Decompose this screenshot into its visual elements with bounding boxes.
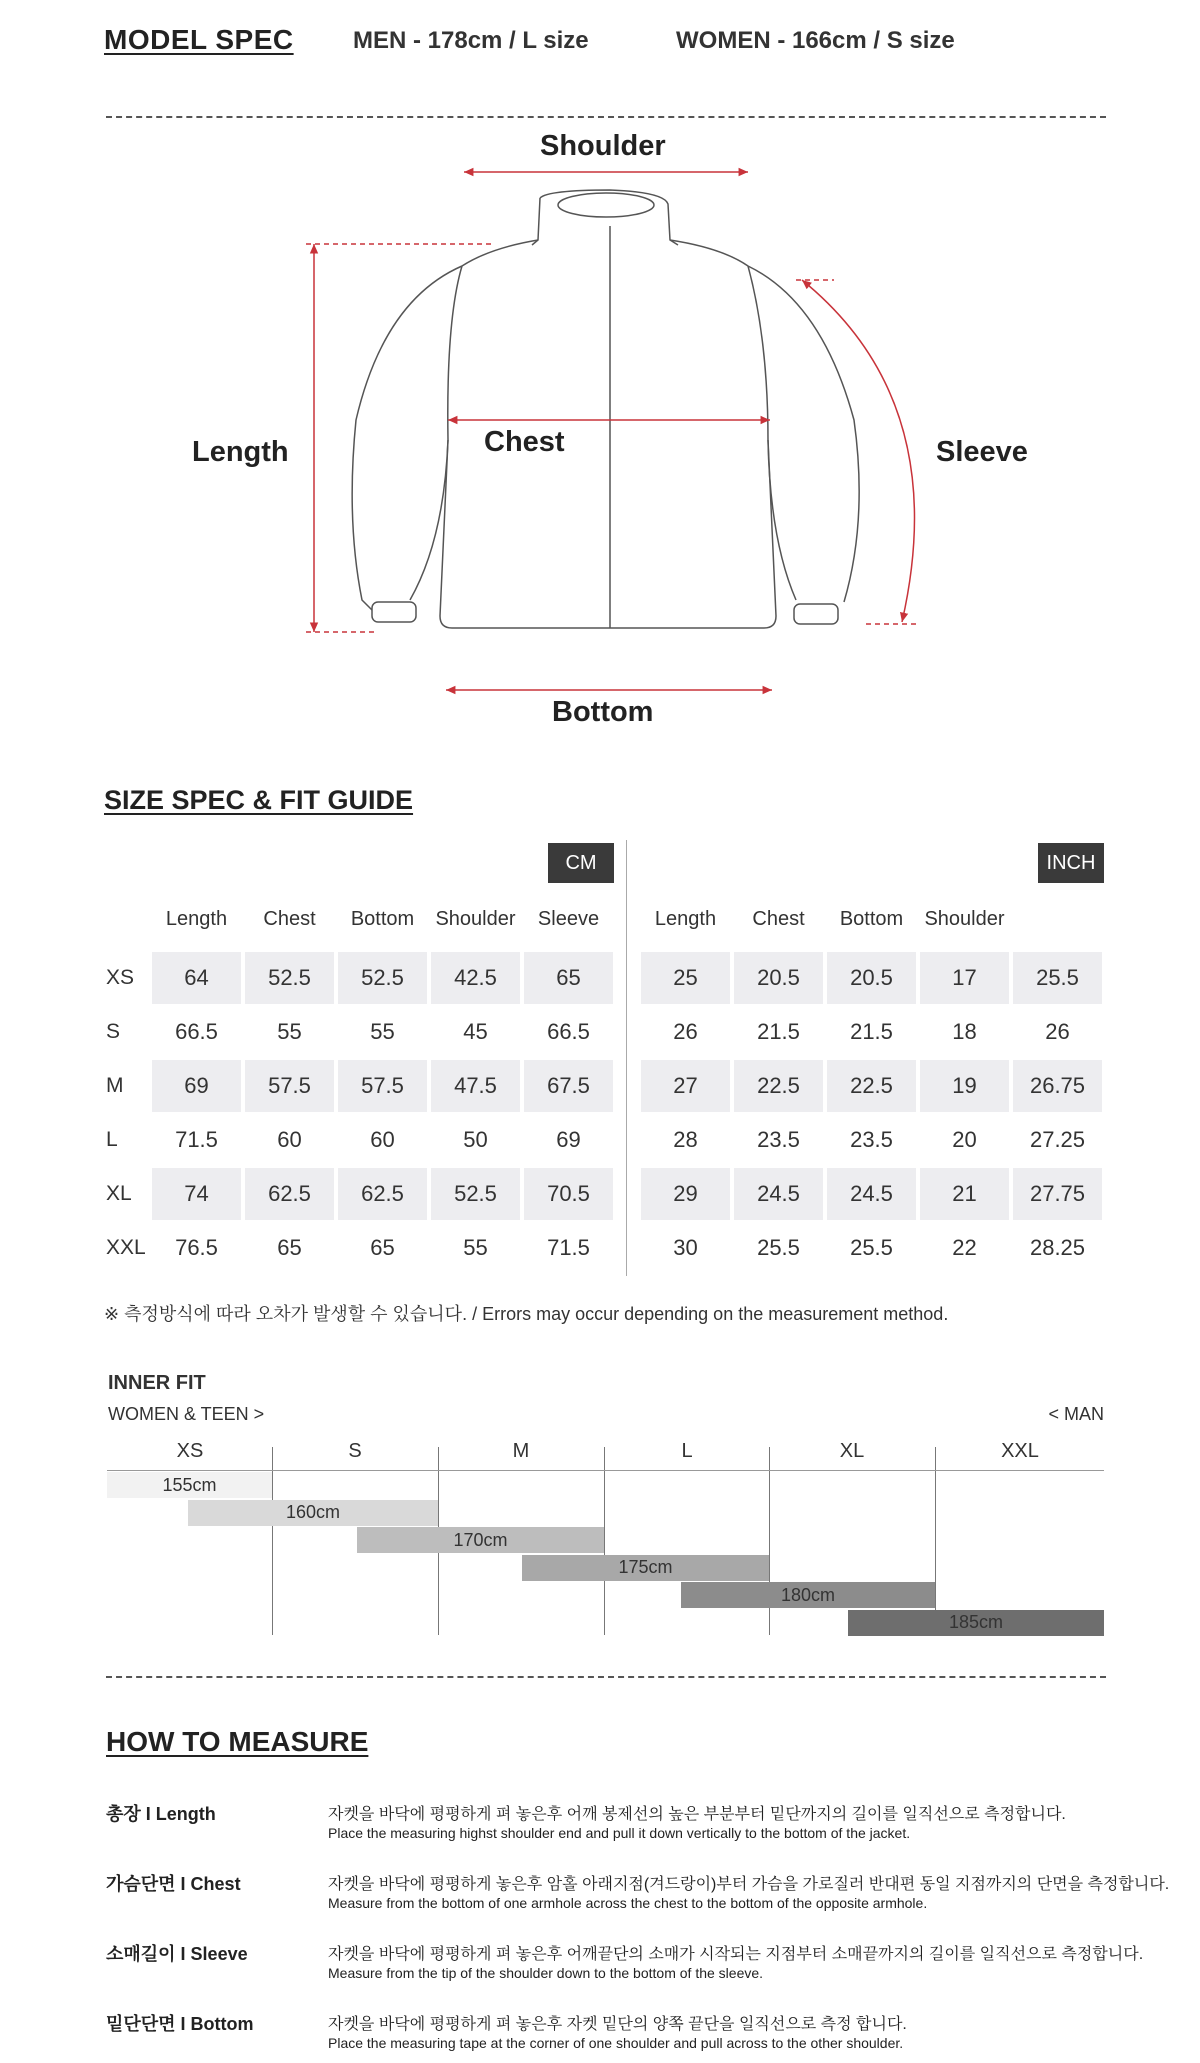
model-women-spec: WOMEN - 166cm / S size — [676, 27, 955, 54]
cm-value-cell: 55 — [277, 1019, 302, 1044]
inner-fit-height-bar: 185cm — [848, 1610, 1104, 1636]
measure-desc-korean: 자켓을 바닥에 평평하게 펴 놓은후 자켓 밑단의 양쪽 끝단을 일직선으로 측정 합니다. — [328, 2016, 907, 2033]
cm-value-cell: 52.5 — [338, 952, 427, 1004]
inner-fit-column-divider — [604, 1447, 605, 1635]
inch-value-cell: 19 — [920, 1060, 1009, 1112]
cm-value-cell: 60 — [277, 1127, 302, 1152]
cm-value-cell: 67.5 — [524, 1060, 613, 1112]
inner-fit-size-header: L — [681, 1440, 693, 1462]
size-row-label: M — [106, 1074, 124, 1097]
measure-desc-english: Place the measuring tape at the corner of one shoulder and pull across to the other shoulder. — [328, 2035, 904, 2051]
dashed-divider-top — [106, 116, 1106, 118]
measurement-note: ※ 측정방식에 따라 오차가 발생할 수 있습니다. / Errors may occur depending on the measurement method. — [104, 1304, 949, 1324]
inner-fit-column-divider — [272, 1447, 273, 1635]
unit-divider — [626, 840, 627, 1276]
bottom-label: Bottom — [552, 696, 654, 728]
measure-desc-english: Measure from the tip of the shoulder down to the bottom of the sleeve. — [328, 1965, 764, 1981]
dashed-divider-bottom — [106, 1676, 1106, 1678]
inner-fit-height-bar: 160cm — [188, 1500, 438, 1526]
jacket-outline-icon — [0, 120, 1200, 750]
inner-fit-column-divider — [935, 1447, 936, 1635]
size-spec-title: SIZE SPEC & FIT GUIDE — [104, 785, 414, 815]
inch-value-cell: 26 — [673, 1019, 698, 1044]
sleeve-label: Sleeve — [936, 436, 1028, 468]
inch-value-cell: 21 — [920, 1168, 1009, 1220]
inner-fit-height-bar: 170cm — [357, 1527, 604, 1553]
inch-value-cell: 22.5 — [827, 1060, 916, 1112]
cm-value-cell: 57.5 — [245, 1060, 334, 1112]
inch-value-cell: 23.5 — [757, 1127, 800, 1152]
inch-value-cell: 20.5 — [734, 952, 823, 1004]
inch-value-cell: 24.5 — [827, 1168, 916, 1220]
cm-value-cell: 52.5 — [431, 1168, 520, 1220]
inner-fit-size-header: M — [512, 1440, 530, 1462]
inch-unit-badge: INCH — [1038, 843, 1104, 883]
inch-value-cell: 26.75 — [1013, 1060, 1102, 1112]
inch-value-cell: 25 — [641, 952, 730, 1004]
cm-value-cell: 65 — [277, 1235, 302, 1260]
inch-value-cell: 25.5 — [757, 1235, 800, 1260]
inner-fit-right-label: < MAN — [1048, 1404, 1104, 1424]
inner-fit-left-label: WOMEN & TEEN > — [108, 1404, 265, 1424]
cm-column-header: Length — [165, 908, 228, 930]
size-row-label: L — [106, 1128, 118, 1151]
cm-value-cell: 42.5 — [431, 952, 520, 1004]
inner-fit-size-header: XL — [839, 1440, 865, 1462]
inch-value-cell: 27.25 — [1029, 1127, 1086, 1152]
cm-column-header: Sleeve — [537, 908, 600, 930]
measure-desc-korean: 자켓을 바닥에 평평하게 놓은후 암홀 아래지점(겨드랑이)부터 가슴을 가로질러 반대편 동일 지점까지의 단면을 측정합니다. — [328, 1876, 1170, 1893]
inner-fit-baseline — [107, 1470, 1104, 1471]
inner-fit-size-header: S — [348, 1440, 362, 1462]
measure-desc-english: Place the measuring highst shoulder end and pull it down vertically to the bottom of the jacket. — [328, 1825, 911, 1841]
inch-column-header: Chest — [752, 908, 805, 930]
cm-column-header: Chest — [263, 908, 316, 930]
measurement-diagram — [0, 120, 1200, 750]
model-spec-title: MODEL SPEC — [104, 24, 294, 55]
cm-value-cell: 47.5 — [431, 1060, 520, 1112]
how-to-measure-title: HOW TO MEASURE — [106, 1726, 369, 1757]
inner-fit-size-header: XXL — [1001, 1440, 1039, 1462]
inch-value-cell: 20.5 — [827, 952, 916, 1004]
inch-value-cell: 27 — [641, 1060, 730, 1112]
inch-value-cell: 24.5 — [734, 1168, 823, 1220]
model-men-spec: MEN - 178cm / L size — [353, 27, 589, 54]
inch-column-header: Bottom — [839, 908, 904, 930]
cm-value-cell: 65 — [524, 952, 613, 1004]
measure-desc-korean: 자켓을 바닥에 평평하게 펴 놓은후 어깨 봉제선의 높은 부분부터 밑단까지의 길이를 일직선으로 측정합니다. — [328, 1806, 1066, 1823]
cm-value-cell: 69 — [152, 1060, 241, 1112]
cm-value-cell: 70.5 — [524, 1168, 613, 1220]
size-row-label: XL — [106, 1182, 132, 1205]
inch-value-cell: 23.5 — [850, 1127, 893, 1152]
model-spec — [104, 24, 1104, 64]
cm-value-cell: 74 — [152, 1168, 241, 1220]
inner-fit-height-bar: 155cm — [107, 1472, 272, 1498]
cm-value-cell: 62.5 — [245, 1168, 334, 1220]
chest-label: Chest — [484, 426, 565, 458]
inch-value-cell: 20 — [952, 1127, 977, 1152]
cm-value-cell: 66.5 — [175, 1019, 218, 1044]
cm-value-cell: 71.5 — [175, 1127, 218, 1152]
cm-value-cell: 55 — [463, 1235, 488, 1260]
inner-fit-height-bar: 180cm — [681, 1582, 935, 1608]
inch-value-cell: 25.5 — [850, 1235, 893, 1260]
cm-column-header: Shoulder — [435, 908, 516, 930]
cm-value-cell: 57.5 — [338, 1060, 427, 1112]
measure-term: 소매길이 I Sleeve — [106, 1944, 248, 1964]
cm-unit-badge: CM — [548, 843, 614, 883]
measure-term: 밑단단면 I Bottom — [106, 2014, 254, 2034]
cm-value-cell: 76.5 — [175, 1235, 218, 1260]
size-row-label: XS — [106, 966, 135, 989]
cm-column-header: Bottom — [350, 908, 415, 930]
inch-value-cell: 25.5 — [1013, 952, 1102, 1004]
length-label: Length — [192, 436, 289, 468]
cm-value-cell: 66.5 — [547, 1019, 590, 1044]
inch-value-cell: 28.25 — [1029, 1235, 1086, 1260]
inch-value-cell: 17 — [920, 952, 1009, 1004]
measure-desc-korean: 자켓을 바닥에 평평하게 펴 놓은후 어깨끝단의 소매가 시작되는 지점부터 소매끝까지의 길이를 일직선으로 측정합니다. — [328, 1946, 1144, 1963]
inch-value-cell: 27.75 — [1013, 1168, 1102, 1220]
measure-desc-english: Measure from the bottom of one armhole across the chest to the bottom of the opposite armhole. — [328, 1895, 928, 1911]
size-row-label: XXL — [106, 1236, 146, 1259]
inch-value-cell: 29 — [641, 1168, 730, 1220]
inch-column-header: Length — [654, 908, 717, 930]
inch-value-cell: 28 — [673, 1127, 698, 1152]
inch-value-cell: 22.5 — [734, 1060, 823, 1112]
cm-value-cell: 62.5 — [338, 1168, 427, 1220]
cm-value-cell: 64 — [152, 952, 241, 1004]
shoulder-label: Shoulder — [540, 130, 666, 162]
inch-value-cell: 21.5 — [757, 1019, 800, 1044]
inner-fit-height-bar: 175cm — [522, 1555, 769, 1581]
inch-value-cell: 22 — [952, 1235, 977, 1260]
cm-value-cell: 52.5 — [245, 952, 334, 1004]
cm-value-cell: 50 — [463, 1127, 488, 1152]
inner-fit-title: INNER FIT — [108, 1372, 206, 1394]
inch-value-cell: 30 — [673, 1235, 698, 1260]
inch-value-cell: 26 — [1045, 1019, 1070, 1044]
cm-value-cell: 71.5 — [547, 1235, 590, 1260]
cm-value-cell: 45 — [463, 1019, 488, 1044]
cm-value-cell: 60 — [370, 1127, 395, 1152]
cm-value-cell: 69 — [556, 1127, 581, 1152]
inch-value-cell: 21.5 — [850, 1019, 893, 1044]
inch-column-header: Shoulder — [924, 908, 1005, 930]
measure-term: 총장 I Length — [106, 1804, 216, 1824]
measure-term: 가슴단면 I Chest — [106, 1874, 241, 1894]
inch-value-cell: 18 — [952, 1019, 977, 1044]
inner-fit-size-header: XS — [176, 1440, 204, 1462]
cm-value-cell: 65 — [370, 1235, 395, 1260]
cm-value-cell: 55 — [370, 1019, 395, 1044]
size-row-label: S — [106, 1020, 121, 1043]
